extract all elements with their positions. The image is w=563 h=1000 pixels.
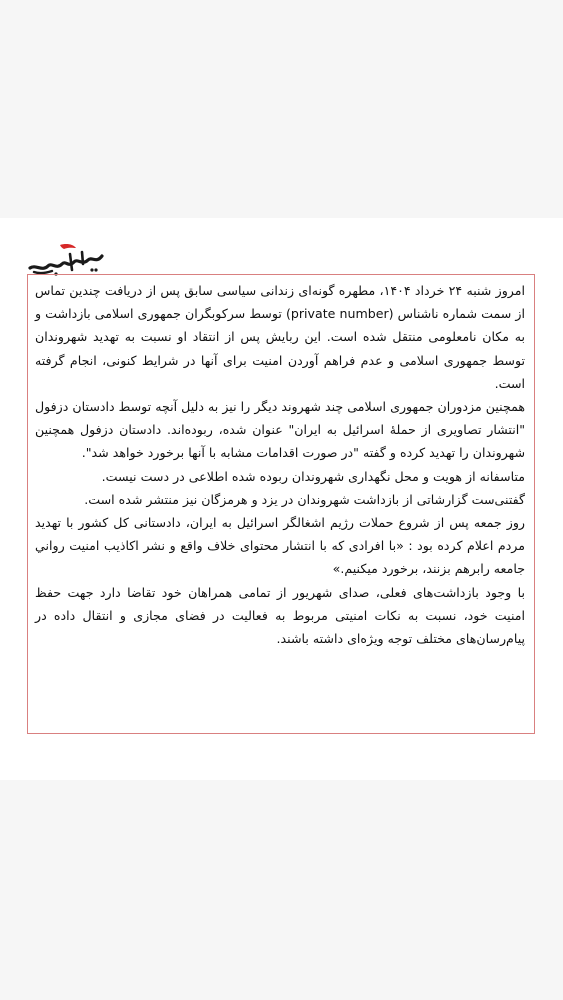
paragraph-yazd-hormozgan: گفتنی‌ست گزارشاتی از بازداشت شهروندان در یزد و هرمزگان نیز منتشر شده است. bbox=[84, 491, 525, 507]
top-blank-area bbox=[0, 0, 563, 218]
logo-icon bbox=[26, 242, 106, 278]
article-body bbox=[35, 279, 525, 650]
paragraph-security-advice: با وجود بازداشت‌های فعلی، صدای شهریور از تمامی همراهان خود تقاضا دارد جهت حفظ امنیت خود، نسبت به نکات امنیتی مربوط به فعالیت در فضای مجازی و انتقال داده در پیام‌رسان‌های مختلف توجه ویژه‌ای داشته باشند. bbox=[35, 584, 525, 647]
bottom-blank-area bbox=[0, 780, 563, 1000]
paragraph-unknown-whereabouts: متاسفانه از هویت و محل نگهداری شهروندان ربوده شده اطلاعی در دست نیست. bbox=[101, 468, 525, 484]
paragraph-prosecutor-threat: روز جمعه پس از شروع حملات رژیم اشغالگر اسرائیل به ایران، دادستانی کل کشور با تهدید مردم اعلام کرده بود : «با افرادی که با انتشار محتوای خلاف واقع و نشر اکاذیب امنیت رواني جامعه رابرهم بزنند، برخورد میکنیم.» bbox=[35, 515, 525, 577]
logo-stroke bbox=[30, 256, 102, 268]
paragraph-dezful-prosecutor: همچنین مزدوران جمهوری اسلامی چند شهروند دیگر را نیز به دلیل آنچه توسط دادستان دزفول "انتشار تصاویری از حملهٔ اسرائیل به ایران" عنوان شده، ربوده‌اند. دادستان دزفول همچنین شهروندان را تهدید کرده و گفته "در صورت اقدامات مشابه با آنها برخورد خواهد شد". bbox=[35, 399, 525, 461]
logo-brush-accent bbox=[60, 244, 76, 249]
paragraph-arrest-report: امروز شنبه ۲۴ خرداد ۱۴۰۴، مطهره گونه‌ای زندانی سیاسی سابق پس از دریافت چندین تماس از سمت شماره ناشناس (private number) توسط سرکوبگران جمهوری اسلامی بازداشت و به مکان نامعلومی منتقل شده است. این ربایش پس از انتقاد او نسبت به تهدید شهروندان توسط جمهوری اسلامی و عدم فراهم آوردن امنیت برای آنها در شرایط کنونی، انجام گرفته است. bbox=[35, 283, 525, 391]
